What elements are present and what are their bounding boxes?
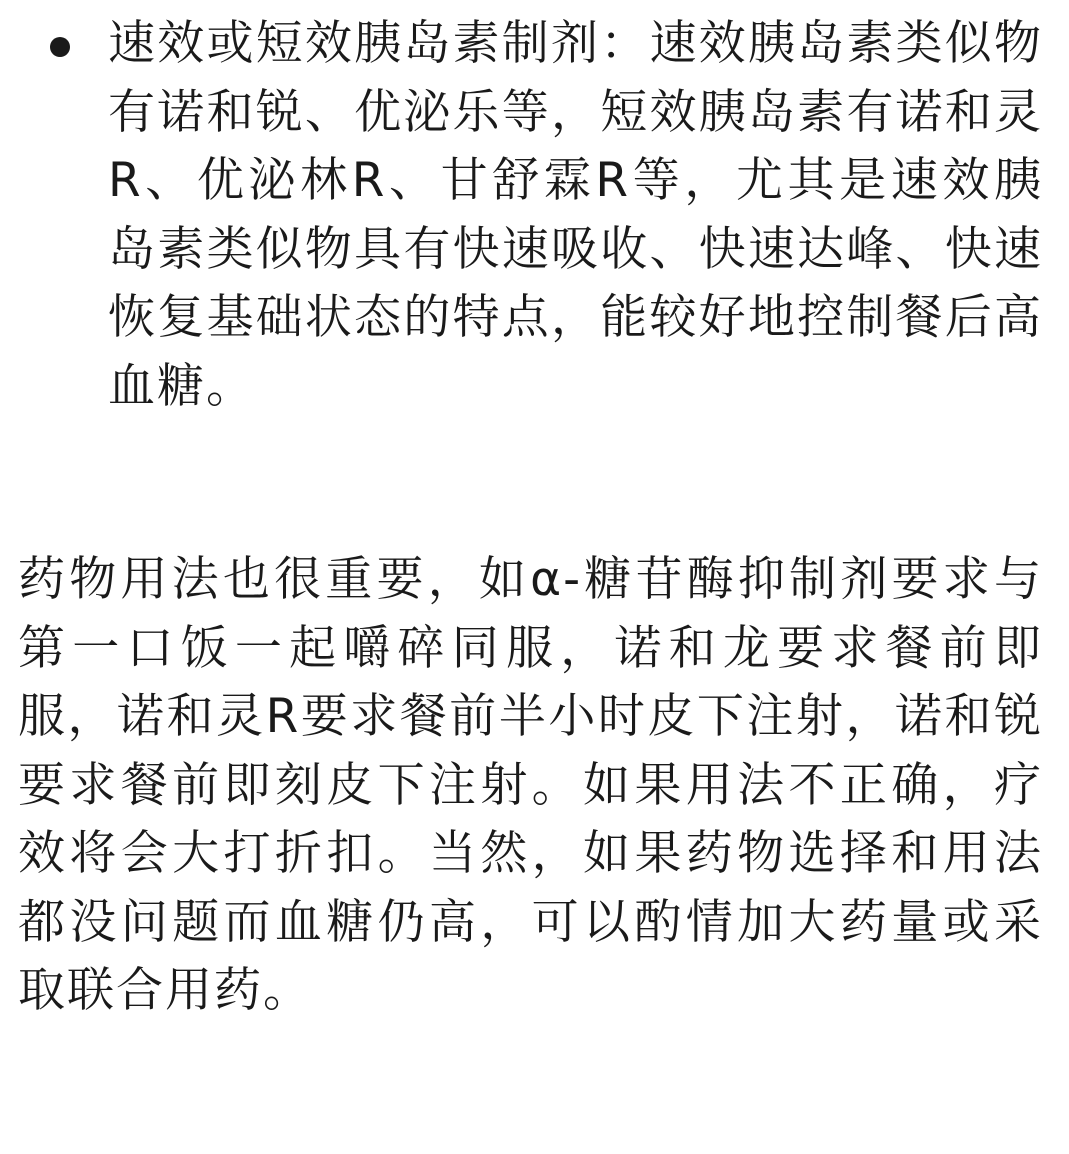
bullet-list xyxy=(0,10,1069,421)
bullet-dot-icon xyxy=(50,37,70,57)
bullet-item-rapid-insulin xyxy=(0,10,1069,421)
bullet-item-text: 速效或短效胰岛素制剂：速效胰岛素类似物有诺和锐、优泌乐等，短效胰岛素有诺和灵R、优泌林R、甘舒霖R等，尤其是速效胰岛素类似物具有快速吸收、快速达峰、快速恢复基础状态的特点，能较好地控制餐后高血糖。 xyxy=(108,16,1043,414)
body-paragraph: 药物用法也很重要，如α-糖苷酶抑制剂要求与第一口饭一起嚼碎同服，诺和龙要求餐前即服，诺和灵R要求餐前半小时皮下注射，诺和锐要求餐前即刻皮下注射。如果用法不正确，疗效将会大打折扣。当然，如果药物选择和用法都没问题而血糖仍高，可以酌情加大药量或采取联合用药。 xyxy=(18,552,1043,1018)
